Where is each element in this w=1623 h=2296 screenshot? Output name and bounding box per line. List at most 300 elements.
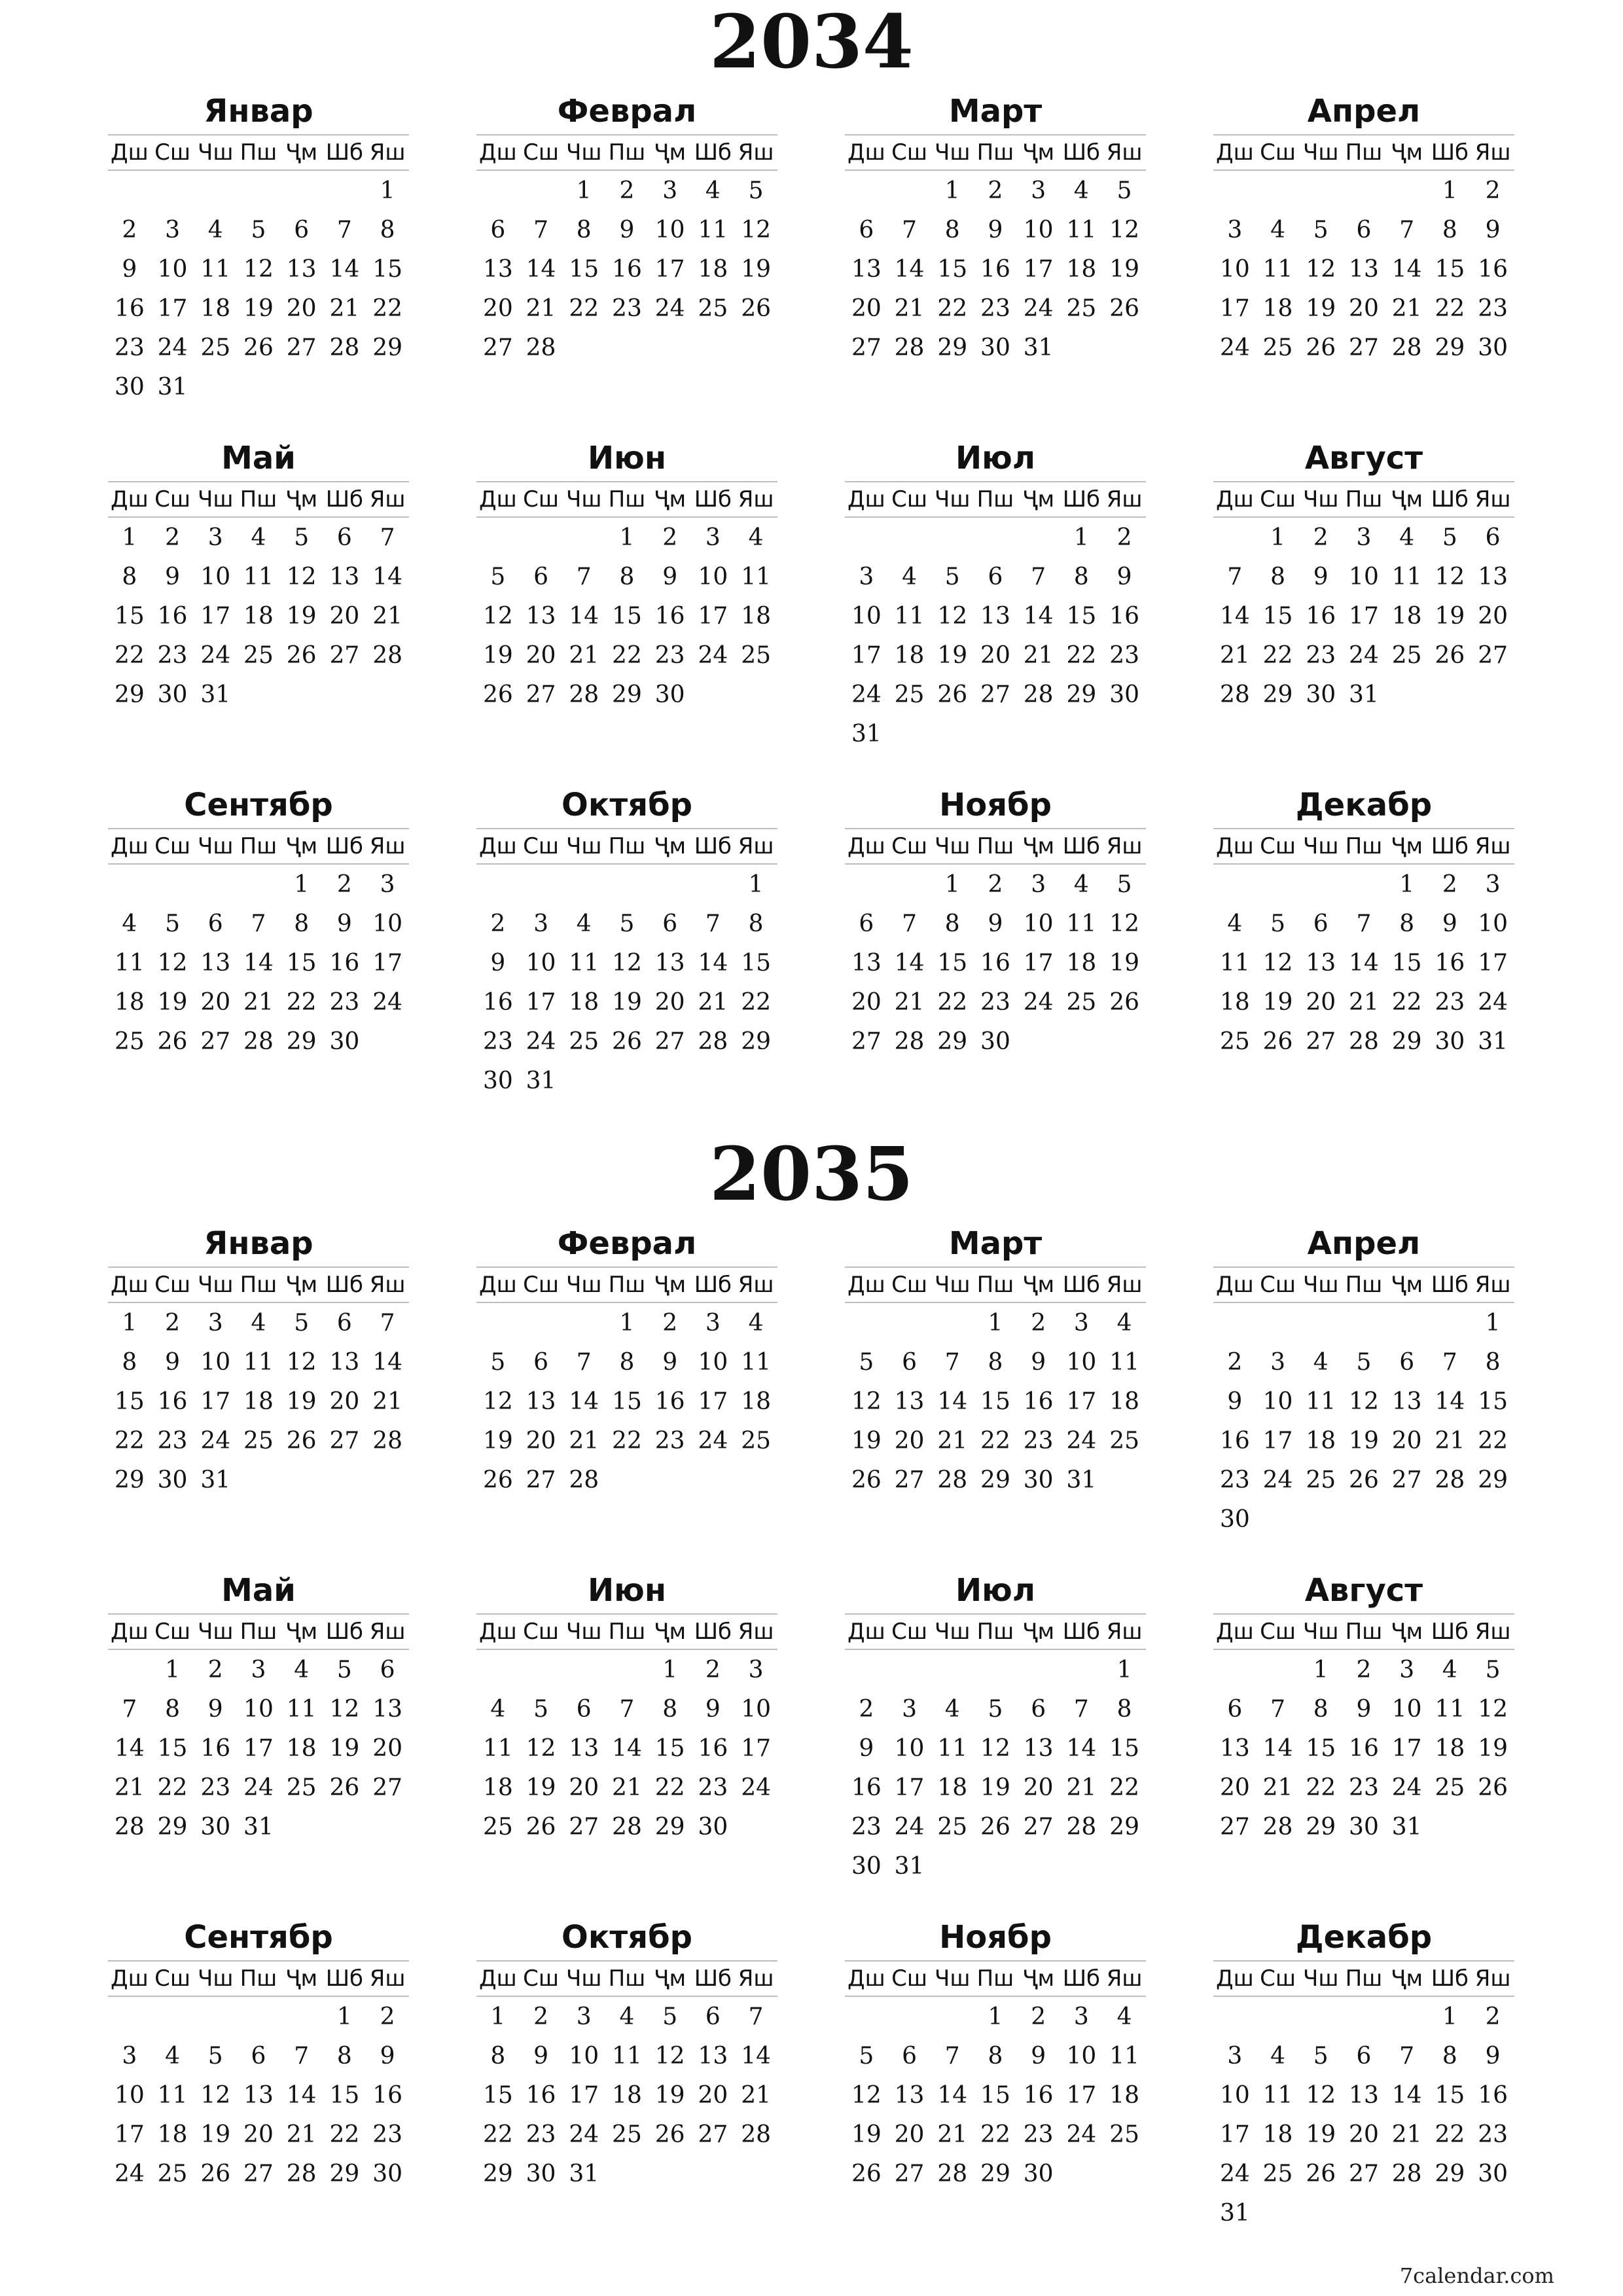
weekday-header: Чш <box>562 1267 605 1302</box>
day-cell: 7 <box>902 216 917 243</box>
week-row <box>845 1302 1146 1342</box>
empty-cell <box>520 1302 563 1342</box>
day-cell: 23 <box>329 988 360 1016</box>
day-cell: 16 <box>1478 255 1508 283</box>
day-cell: 20 <box>243 2121 274 2148</box>
day-cell: 9 <box>1356 1695 1372 1723</box>
empty-cell <box>692 1460 735 1499</box>
weekday-header: Яш <box>1471 1267 1514 1302</box>
week-row <box>1213 904 1514 943</box>
day-cell: 8 <box>1442 2042 1457 2070</box>
day-cell: 17 <box>741 1734 772 1762</box>
day-cell: 19 <box>612 988 642 1016</box>
weekday-header: Яш <box>366 1267 409 1302</box>
day-cell: 4 <box>122 910 137 937</box>
day-cell: 3 <box>1227 216 1243 243</box>
day-cell: 8 <box>576 216 592 243</box>
day-cell: 13 <box>372 1695 403 1723</box>
weekday-header: Сш <box>520 1614 563 1649</box>
weekday-header: Сш <box>151 1267 194 1302</box>
weekday-header: Дш <box>845 1267 888 1302</box>
empty-cell <box>323 367 366 406</box>
week-row <box>476 1689 777 1729</box>
day-cell: 14 <box>894 255 925 283</box>
day-cell: 4 <box>748 1309 764 1336</box>
day-cell: 4 <box>1270 2042 1285 2070</box>
day-cell: 14 <box>937 1388 968 1415</box>
week-row <box>1213 557 1514 596</box>
day-cell: 26 <box>482 1466 513 1494</box>
day-cell: 20 <box>569 1774 599 1801</box>
empty-cell <box>323 675 366 714</box>
week-row <box>476 904 777 943</box>
day-cell: 8 <box>1313 1695 1329 1723</box>
empty-cell <box>280 1460 323 1499</box>
weekday-header: Дш <box>476 829 520 864</box>
empty-cell <box>888 517 931 557</box>
day-cell: 4 <box>1442 1656 1457 1683</box>
day-cell: 8 <box>165 1695 180 1723</box>
day-cell: 19 <box>286 602 317 630</box>
week-row <box>476 1807 777 1846</box>
weekday-header: Дш <box>1213 1961 1257 1996</box>
month-block <box>476 782 777 1117</box>
empty-cell <box>280 1996 323 2036</box>
day-cell: 23 <box>114 334 145 361</box>
day-cell: 20 <box>1349 295 1379 322</box>
weekday-header: Сш <box>888 1267 931 1302</box>
month-table <box>845 1266 1146 1499</box>
day-cell: 9 <box>165 563 180 590</box>
month-table <box>845 134 1146 367</box>
day-cell: 23 <box>1478 2121 1508 2148</box>
month-block <box>108 88 409 423</box>
day-cell: 26 <box>851 1466 882 1494</box>
day-cell: 3 <box>165 216 180 243</box>
day-cell: 24 <box>1023 295 1054 322</box>
month-name: Апрел <box>1307 93 1421 130</box>
day-cell: 31 <box>200 681 231 708</box>
month-table <box>476 1960 777 2193</box>
day-cell: 12 <box>1435 563 1465 590</box>
weekday-header: Сш <box>520 1961 563 1996</box>
empty-cell <box>1385 2193 1429 2233</box>
day-cell: 7 <box>705 910 721 937</box>
weekday-header: Сш <box>520 1267 563 1302</box>
day-cell: 13 <box>526 602 556 630</box>
weekday-header: Чш <box>931 1961 974 1996</box>
day-cell: 11 <box>894 602 925 630</box>
day-cell: 9 <box>165 1348 180 1376</box>
day-cell: 28 <box>1262 1813 1293 1840</box>
day-cell: 2 <box>662 1309 678 1336</box>
day-cell: 1 <box>1442 2003 1457 2030</box>
day-cell: 18 <box>482 1774 513 1801</box>
day-cell: 28 <box>741 2121 772 2148</box>
month-name: Январ <box>204 93 313 130</box>
weekday-header: Шб <box>1060 482 1103 517</box>
weekday-header: Шб <box>1429 829 1472 864</box>
empty-cell <box>366 675 409 714</box>
week-row <box>108 249 409 289</box>
day-cell: 10 <box>1349 563 1379 590</box>
day-cell: 12 <box>157 949 188 977</box>
empty-cell <box>692 675 735 714</box>
day-cell: 10 <box>1219 2081 1250 2109</box>
day-cell: 23 <box>698 1774 728 1801</box>
week-row <box>108 1768 409 1807</box>
empty-cell <box>151 864 194 904</box>
weekday-header: Пш <box>1342 482 1385 517</box>
day-cell: 10 <box>114 2081 145 2109</box>
day-cell: 30 <box>1023 2160 1054 2187</box>
weekday-header: Шб <box>1060 1614 1103 1649</box>
week-row <box>845 1460 1146 1499</box>
day-cell: 4 <box>207 216 223 243</box>
week-row <box>108 1649 409 1689</box>
week-row <box>845 210 1146 249</box>
day-cell: 20 <box>894 2121 925 2148</box>
week-row <box>845 596 1146 636</box>
day-cell: 21 <box>698 988 728 1016</box>
day-cell: 3 <box>533 910 548 937</box>
empty-cell <box>280 367 323 406</box>
empty-cell <box>1342 1996 1385 2036</box>
empty-cell <box>194 170 237 210</box>
empty-cell <box>1429 675 1472 714</box>
weekday-header: Дш <box>476 1267 520 1302</box>
week-row <box>108 1807 409 1846</box>
day-cell: 22 <box>1066 641 1097 669</box>
day-cell: 30 <box>1435 1028 1465 1055</box>
empty-cell <box>649 2154 692 2193</box>
month-table <box>1213 1960 1514 2233</box>
weekday-header: Чш <box>1299 829 1342 864</box>
day-cell: 26 <box>157 1028 188 1055</box>
day-cell: 2 <box>1442 870 1457 898</box>
empty-cell <box>476 517 520 557</box>
day-cell: 16 <box>1478 2081 1508 2109</box>
month-name: Март <box>948 1225 1043 1262</box>
weekday-header: Дш <box>1213 1614 1257 1649</box>
empty-cell <box>974 1846 1017 1886</box>
weekday-header: Шб <box>323 1267 366 1302</box>
day-cell: 12 <box>612 949 642 977</box>
day-cell: 14 <box>1262 1734 1293 1762</box>
empty-cell <box>1342 864 1385 904</box>
empty-cell <box>845 170 888 210</box>
empty-cell <box>323 1807 366 1846</box>
day-cell: 15 <box>741 949 772 977</box>
weekday-header: Сш <box>888 829 931 864</box>
day-cell: 3 <box>705 524 721 551</box>
day-cell: 1 <box>336 2003 352 2030</box>
empty-cell <box>1060 1846 1103 1886</box>
weekday-header: Дш <box>476 1614 520 1649</box>
day-cell: 9 <box>1313 563 1329 590</box>
day-cell: 20 <box>980 641 1010 669</box>
weekday-header: Пш <box>1342 135 1385 170</box>
weekday-header: Сш <box>888 1614 931 1649</box>
day-cell: 13 <box>482 255 513 283</box>
weekday-header: Пш <box>1342 1267 1385 1302</box>
week-row <box>1213 1807 1514 1846</box>
day-cell: 17 <box>851 641 882 669</box>
week-row <box>1213 1342 1514 1382</box>
day-cell: 23 <box>200 1774 231 1801</box>
day-cell: 5 <box>944 563 960 590</box>
day-cell: 18 <box>741 1388 772 1415</box>
week-row <box>1213 1499 1514 1539</box>
week-row <box>108 2115 409 2154</box>
empty-cell <box>1385 1499 1429 1539</box>
day-cell: 5 <box>748 177 764 204</box>
empty-cell <box>520 1649 563 1689</box>
day-cell: 24 <box>698 641 728 669</box>
empty-cell <box>1017 714 1060 753</box>
day-cell: 3 <box>1270 1348 1285 1376</box>
day-cell: 5 <box>1442 524 1457 551</box>
empty-cell <box>520 864 563 904</box>
day-cell: 20 <box>329 1388 360 1415</box>
month-name: Июл <box>955 1572 1035 1609</box>
empty-cell <box>605 328 649 367</box>
day-cell: 17 <box>698 602 728 630</box>
day-cell: 4 <box>576 910 592 937</box>
day-cell: 14 <box>1023 602 1054 630</box>
day-cell: 30 <box>1306 681 1336 708</box>
week-row <box>845 1382 1146 1421</box>
day-cell: 30 <box>1349 1813 1379 1840</box>
week-row <box>1213 2154 1514 2193</box>
day-cell: 19 <box>1306 2121 1336 2148</box>
day-cell: 29 <box>1478 1466 1508 1494</box>
weekday-header: Ҷм <box>280 829 323 864</box>
day-cell: 21 <box>372 1388 403 1415</box>
day-cell: 7 <box>944 2042 960 2070</box>
week-row <box>845 1022 1146 1061</box>
month-block <box>1213 1221 1514 1556</box>
day-cell: 3 <box>1031 870 1046 898</box>
empty-cell <box>151 170 194 210</box>
day-cell: 4 <box>251 524 266 551</box>
day-cell: 7 <box>1031 563 1046 590</box>
week-row <box>108 636 409 675</box>
month-table <box>845 1613 1146 1886</box>
week-row <box>108 328 409 367</box>
day-cell: 3 <box>1031 177 1046 204</box>
day-cell: 14 <box>372 563 403 590</box>
week-row <box>1213 2075 1514 2115</box>
day-cell: 19 <box>1478 1734 1508 1762</box>
month-block <box>476 1221 777 1556</box>
week-row <box>1213 1460 1514 1499</box>
month-name: Май <box>221 440 296 476</box>
day-cell: 30 <box>1478 2160 1508 2187</box>
day-cell: 15 <box>937 255 968 283</box>
day-cell: 13 <box>329 563 360 590</box>
week-row <box>845 170 1146 210</box>
day-cell: 11 <box>698 216 728 243</box>
day-cell: 20 <box>1391 1427 1422 1454</box>
weekday-header: Ҷм <box>649 135 692 170</box>
day-cell: 22 <box>1435 295 1465 322</box>
week-row <box>845 517 1146 557</box>
day-cell: 22 <box>286 988 317 1016</box>
day-cell: 24 <box>243 1774 274 1801</box>
weekday-header: Шб <box>692 1614 735 1649</box>
weekday-header: Шб <box>1060 829 1103 864</box>
weekday-header: Сш <box>1257 1614 1300 1649</box>
weekday-header: Дш <box>1213 829 1257 864</box>
day-cell: 24 <box>654 295 685 322</box>
day-cell: 31 <box>1478 1028 1508 1055</box>
day-cell: 28 <box>372 1427 403 1454</box>
empty-cell <box>974 1649 1017 1689</box>
empty-cell <box>476 1649 520 1689</box>
week-row <box>108 675 409 714</box>
day-cell: 26 <box>1306 334 1336 361</box>
day-cell: 12 <box>1478 1695 1508 1723</box>
day-cell: 14 <box>1349 949 1379 977</box>
day-cell: 9 <box>662 1348 678 1376</box>
week-row <box>108 596 409 636</box>
day-cell: 25 <box>114 1028 145 1055</box>
day-cell: 20 <box>1349 2121 1379 2148</box>
day-cell: 12 <box>526 1734 556 1762</box>
day-cell: 5 <box>1356 1348 1372 1376</box>
day-cell: 21 <box>569 1427 599 1454</box>
day-cell: 10 <box>200 1348 231 1376</box>
day-cell: 10 <box>200 563 231 590</box>
week-row <box>476 1649 777 1689</box>
month-block <box>108 435 409 770</box>
day-cell: 21 <box>937 2121 968 2148</box>
day-cell: 19 <box>286 1388 317 1415</box>
week-row <box>1213 1302 1514 1342</box>
day-cell: 5 <box>490 1348 506 1376</box>
day-cell: 1 <box>380 177 395 204</box>
week-row <box>1213 210 1514 249</box>
day-cell: 19 <box>1306 295 1336 322</box>
day-cell: 29 <box>937 334 968 361</box>
week-row <box>1213 1729 1514 1768</box>
day-cell: 1 <box>1485 1309 1501 1336</box>
day-cell: 30 <box>698 1813 728 1840</box>
month-table <box>108 1960 409 2193</box>
week-row <box>476 1729 777 1768</box>
month-table <box>476 1266 777 1499</box>
day-cell: 8 <box>294 910 310 937</box>
day-cell: 1 <box>122 524 137 551</box>
day-cell: 11 <box>286 1695 317 1723</box>
day-cell: 25 <box>482 1813 513 1840</box>
week-row <box>108 904 409 943</box>
day-cell: 1 <box>1313 1656 1329 1683</box>
day-cell: 28 <box>1066 1813 1097 1840</box>
day-cell: 8 <box>1485 1348 1501 1376</box>
week-row <box>1213 1649 1514 1689</box>
weekday-header: Дш <box>1213 1267 1257 1302</box>
day-cell: 10 <box>698 1348 728 1376</box>
empty-cell <box>605 1460 649 1499</box>
empty-cell <box>1299 864 1342 904</box>
empty-cell <box>931 1649 974 1689</box>
month-block <box>476 1568 777 1903</box>
week-row <box>108 1729 409 1768</box>
month-table <box>845 828 1146 1061</box>
empty-cell <box>194 367 237 406</box>
day-cell: 17 <box>654 255 685 283</box>
weekday-header: Сш <box>151 1614 194 1649</box>
day-cell: 21 <box>894 295 925 322</box>
day-cell: 13 <box>851 255 882 283</box>
day-cell: 19 <box>157 988 188 1016</box>
day-cell: 25 <box>1262 334 1293 361</box>
week-row <box>476 596 777 636</box>
day-cell: 19 <box>851 2121 882 2148</box>
weekday-header: Чш <box>1299 482 1342 517</box>
day-cell: 21 <box>1349 988 1379 1016</box>
day-cell: 8 <box>748 910 764 937</box>
day-cell: 16 <box>157 1388 188 1415</box>
week-row <box>845 636 1146 675</box>
day-cell: 14 <box>894 949 925 977</box>
day-cell: 7 <box>1073 1695 1089 1723</box>
day-cell: 2 <box>207 1656 223 1683</box>
weekday-header: Пш <box>974 482 1017 517</box>
day-cell: 28 <box>1435 1466 1465 1494</box>
day-cell: 17 <box>1066 1388 1097 1415</box>
day-cell: 16 <box>329 949 360 977</box>
day-cell: 14 <box>1219 602 1250 630</box>
day-cell: 30 <box>329 1028 360 1055</box>
day-cell: 23 <box>980 988 1010 1016</box>
day-cell: 16 <box>612 255 642 283</box>
week-row <box>476 328 777 367</box>
day-cell: 27 <box>851 1028 882 1055</box>
day-cell: 6 <box>207 910 223 937</box>
month-name: Апрел <box>1307 1225 1421 1262</box>
month-name: Октябр <box>562 787 692 823</box>
day-cell: 3 <box>748 1656 764 1683</box>
weekday-header: Шб <box>1429 482 1472 517</box>
weekday-header: Яш <box>1471 829 1514 864</box>
day-cell: 29 <box>1262 681 1293 708</box>
week-row <box>1213 289 1514 328</box>
day-cell: 11 <box>1262 2081 1293 2109</box>
weekday-header: Сш <box>520 482 563 517</box>
day-cell: 10 <box>569 2042 599 2070</box>
day-cell: 1 <box>748 870 764 898</box>
week-row <box>108 170 409 210</box>
day-cell: 18 <box>1391 602 1422 630</box>
empty-cell <box>1017 1022 1060 1061</box>
day-cell: 19 <box>200 2121 231 2148</box>
weekday-header: Сш <box>1257 1267 1300 1302</box>
month-name: Август <box>1304 440 1423 476</box>
empty-cell <box>1060 1649 1103 1689</box>
day-cell: 9 <box>207 1695 223 1723</box>
weekday-header: Пш <box>1342 829 1385 864</box>
weekday-header: Чш <box>562 1614 605 1649</box>
day-cell: 18 <box>114 988 145 1016</box>
day-cell: 7 <box>1399 216 1415 243</box>
day-cell: 26 <box>482 681 513 708</box>
day-cell: 7 <box>902 910 917 937</box>
day-cell: 11 <box>1109 1348 1140 1376</box>
day-cell: 22 <box>569 295 599 322</box>
